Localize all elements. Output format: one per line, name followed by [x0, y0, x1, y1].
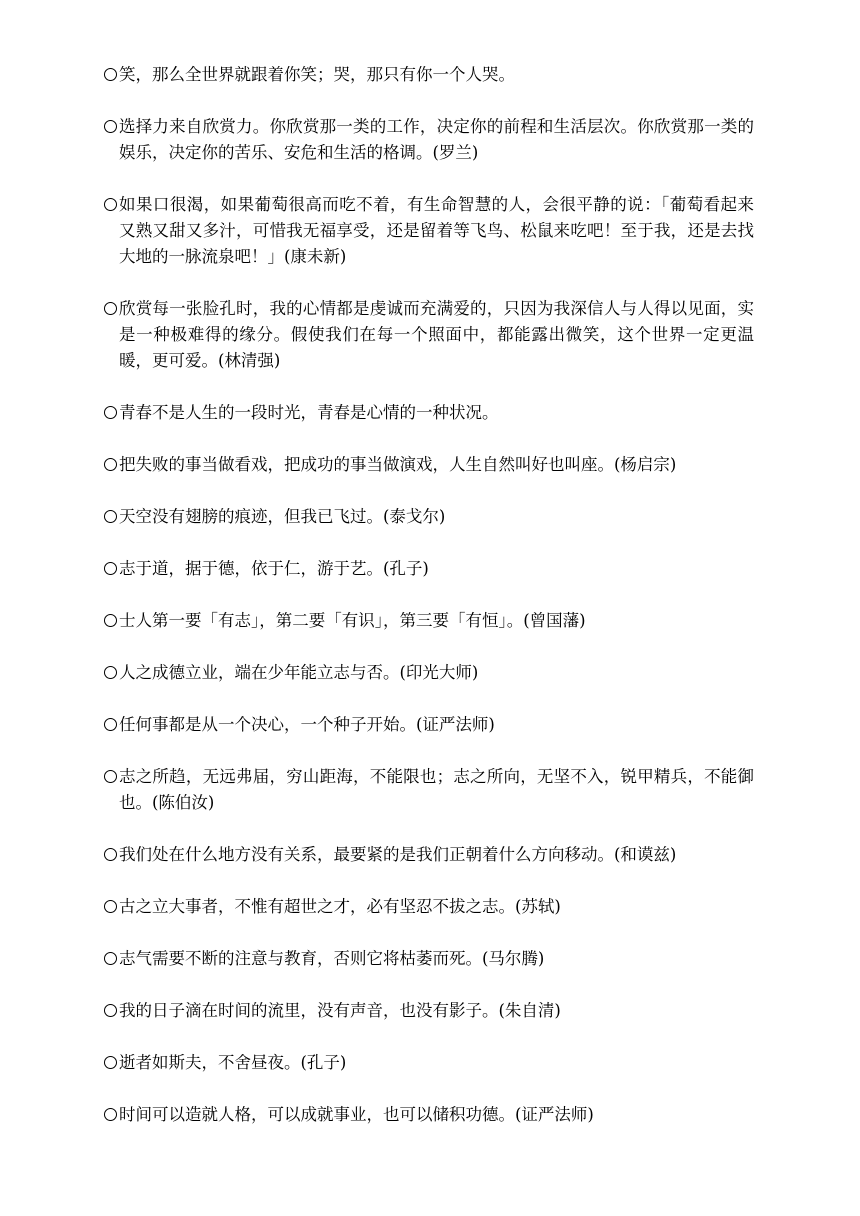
list-item — [104, 114, 754, 166]
quote-text: 时间可以造就人格，可以成就事业，也可以储积功德。(证严法师) — [119, 1105, 594, 1124]
circle-bullet-icon — [104, 1004, 117, 1017]
quote-text: 任何事都是从一个决心，一个种子开始。(证严法师) — [119, 715, 495, 734]
circle-bullet-icon — [104, 510, 117, 523]
circle-bullet-icon — [104, 718, 117, 731]
circle-bullet-icon — [104, 198, 117, 211]
list-item — [104, 1102, 754, 1128]
circle-bullet-icon — [104, 1108, 117, 1121]
circle-bullet-icon — [104, 458, 117, 471]
circle-bullet-icon — [104, 68, 117, 81]
quote-text: 志于道，据于德，依于仁，游于艺。(孔子) — [119, 559, 429, 578]
list-item — [104, 504, 754, 530]
circle-bullet-icon — [104, 562, 117, 575]
circle-bullet-icon — [104, 770, 117, 783]
list-item — [104, 62, 754, 88]
quote-text: 把失败的事当做看戏，把成功的事当做演戏，人生自然叫好也叫座。(杨启宗) — [119, 455, 677, 474]
quote-list — [104, 62, 754, 1154]
circle-bullet-icon — [104, 302, 117, 315]
circle-bullet-icon — [104, 406, 117, 419]
quote-text: 笑，那么全世界就跟着你笑；哭，那只有你一个人哭。 — [119, 65, 515, 84]
list-item — [104, 556, 754, 582]
quote-text: 青春不是人生的一段时光，青春是心情的一种状况。 — [119, 403, 499, 422]
quote-text: 古之立大事者，不惟有超世之才，必有坚忍不拔之志。(苏轼) — [119, 897, 561, 916]
list-item — [104, 946, 754, 972]
quote-text: 志之所趋，无远弗届，穷山距海，不能限也；志之所向，无坚不入，锐甲精兵，不能御也。(陈伯汝) — [119, 767, 754, 812]
list-item — [104, 608, 754, 634]
quote-text: 逝者如斯夫，不舍昼夜。(孔子) — [119, 1053, 347, 1072]
circle-bullet-icon — [104, 900, 117, 913]
quote-text: 志气需要不断的注意与教育，否则它将枯萎而死。(马尔腾) — [119, 949, 545, 968]
quote-text: 欣赏每一张脸孔时，我的心情都是虔诚而充满爱的，只因为我深信人与人得以见面，实是一种极难得的缘分。假使我们在每一个照面中，都能露出微笑，这个世界一定更温暖，更可爱。(林清强) — [119, 299, 754, 370]
list-item — [104, 452, 754, 478]
circle-bullet-icon — [104, 614, 117, 627]
quote-text: 士人第一要「有志」，第二要「有识」，第三要「有恒」。(曾国藩) — [119, 611, 586, 630]
list-item — [104, 998, 754, 1024]
quote-text: 我的日子滴在时间的流里，没有声音，也没有影子。(朱自清) — [119, 1001, 561, 1020]
circle-bullet-icon — [104, 1056, 117, 1069]
list-item — [104, 1050, 754, 1076]
quote-text: 如果口很渴，如果葡萄很高而吃不着，有生命智慧的人，会很平静的说：「葡萄看起来又熟又甜又多汁，可惜我无福享受，还是留着等飞鸟、松鼠来吃吧！至于我，还是去找大地的一脉流泉吧！」(康未新) — [119, 195, 754, 266]
quote-text: 我们处在什么地方没有关系，最要紧的是我们正朝着什么方向移动。(和谟兹) — [119, 845, 677, 864]
quote-text: 天空没有翅膀的痕迹，但我已飞过。(泰戈尔) — [119, 507, 446, 526]
circle-bullet-icon — [104, 848, 117, 861]
circle-bullet-icon — [104, 120, 117, 133]
list-item — [104, 712, 754, 738]
quote-text: 选择力来自欣赏力。你欣赏那一类的工作，决定你的前程和生活层次。你欣赏那一类的娱乐，决定你的苦乐、安危和生活的格调。(罗兰) — [119, 117, 754, 162]
list-item — [104, 894, 754, 920]
list-item — [104, 842, 754, 868]
list-item — [104, 660, 754, 686]
circle-bullet-icon — [104, 952, 117, 965]
list-item — [104, 400, 754, 426]
quote-text: 人之成德立业，端在少年能立志与否。(印光大师) — [119, 663, 479, 682]
list-item — [104, 296, 754, 374]
list-item — [104, 192, 754, 270]
circle-bullet-icon — [104, 666, 117, 679]
list-item — [104, 764, 754, 816]
